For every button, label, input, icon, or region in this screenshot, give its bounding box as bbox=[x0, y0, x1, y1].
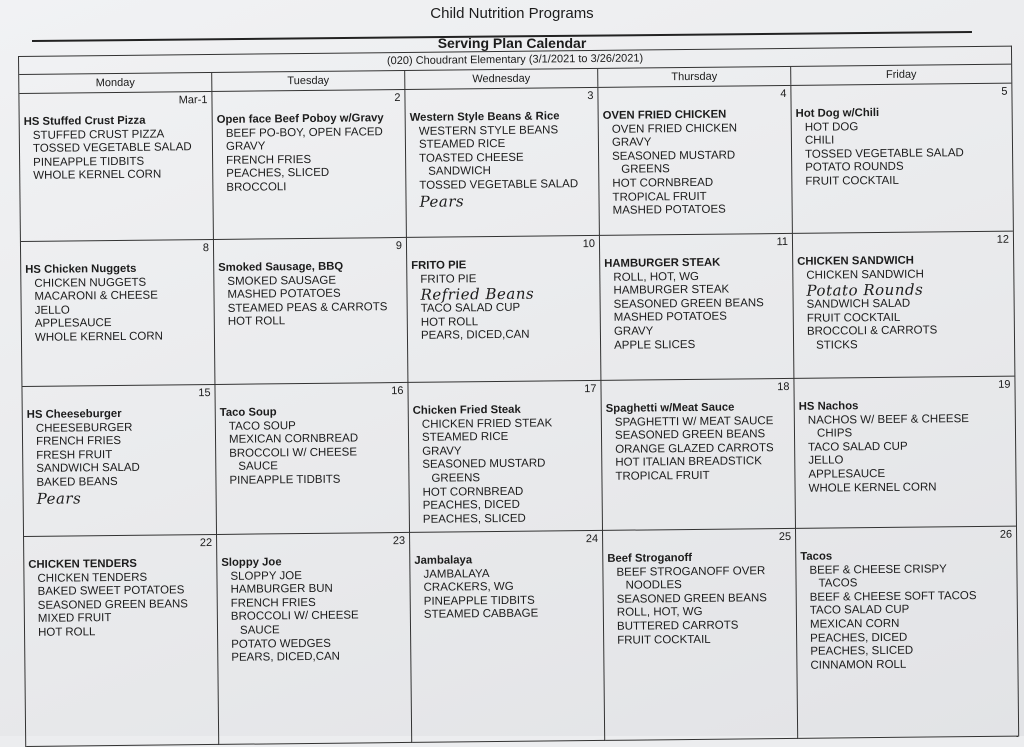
menu-item: FRENCH FRIES bbox=[226, 153, 312, 167]
menu-item: MACARONI & CHEESE bbox=[34, 289, 158, 304]
menu-item: BAKED BEANS bbox=[36, 475, 118, 489]
menu-item: BROCCOLI W/ CHEESE bbox=[230, 609, 359, 624]
menu-list bbox=[217, 112, 404, 196]
menu-item: SLOPPY JOE bbox=[230, 569, 302, 583]
menu-item: MEXICAN CORNBREAD bbox=[228, 432, 359, 446]
menu-item: MASHED POTATOES bbox=[227, 287, 341, 302]
menu-item: FRUIT COCKTAIL bbox=[805, 174, 899, 188]
menu-item: SANDWICH SALAD bbox=[806, 297, 911, 311]
menu-item: TOSSED VEGETABLE SALAD bbox=[32, 141, 192, 156]
meal-title: Chicken Fried Steak bbox=[412, 403, 521, 417]
page-title: Serving Plan Calendar bbox=[437, 35, 587, 51]
day-number: Mar-1 bbox=[178, 94, 208, 107]
meal-title: HS Stuffed Crust Pizza bbox=[23, 114, 146, 128]
menu-item: BEEF PO-BOY, OPEN FACED bbox=[225, 125, 383, 140]
menu-item: JELLO bbox=[34, 304, 70, 317]
day-number: 19 bbox=[998, 378, 1011, 391]
menu-item: TOSSED VEGETABLE SALAD bbox=[419, 178, 579, 192]
weekday-tuesday: Tuesday bbox=[212, 71, 405, 91]
menu-item: HOT ROLL bbox=[420, 315, 479, 329]
menu-item: BEEF & CHEESE CRISPY bbox=[809, 562, 947, 577]
menu-item: HOT DOG bbox=[804, 120, 859, 134]
menu-item: APPLE SLICES bbox=[613, 338, 696, 352]
weekday-friday: Friday bbox=[885, 68, 917, 81]
day-cell bbox=[19, 92, 214, 242]
menu-item: WHOLE KERNEL CORN bbox=[808, 480, 937, 495]
weekday-thursday: Thursday bbox=[598, 67, 791, 87]
menu-item: CHEESEBURGER bbox=[35, 421, 133, 435]
menu-item: TOSSED VEGETABLE SALAD bbox=[805, 146, 964, 161]
weekday-monday: Monday bbox=[19, 73, 212, 93]
menu-item: TACO SALAD CUP bbox=[420, 301, 521, 315]
day-cell bbox=[21, 240, 216, 387]
menu-item: FRUIT COCKTAIL bbox=[806, 311, 901, 325]
menu-item: ROLL, HOT, WG bbox=[616, 606, 703, 620]
menu-item: SEASONED GREEN BEANS bbox=[613, 296, 764, 311]
day-number: 26 bbox=[999, 528, 1013, 541]
day-cell bbox=[217, 533, 412, 745]
menu-item: WESTERN STYLE BEANS bbox=[418, 123, 559, 138]
day-cell bbox=[410, 531, 605, 743]
day-cell bbox=[794, 377, 1016, 529]
menu-item: BROCCOLI bbox=[226, 181, 287, 194]
day-number: 16 bbox=[391, 384, 404, 398]
meal-title: Tacos bbox=[800, 550, 833, 563]
menu-item: PINEAPPLE TIDBITS bbox=[423, 594, 535, 608]
day-cell bbox=[791, 84, 1013, 234]
menu-item: HOT CORNBREAD bbox=[422, 485, 524, 499]
calendar-grid bbox=[19, 84, 1018, 747]
day-cell bbox=[212, 90, 407, 240]
weekday-wednesday: Wednesday bbox=[405, 69, 598, 89]
menu-item: APPLESAUCE bbox=[34, 317, 112, 331]
school-date-range: (020) Choudrant Elementary (3/1/2021 to 3/26/2021) bbox=[19, 47, 1011, 75]
menu-list bbox=[24, 114, 211, 184]
menu-item: SEASONED GREEN BEANS bbox=[614, 428, 766, 442]
menu-item: CHICKEN TENDERS bbox=[37, 571, 148, 585]
menu-list bbox=[799, 399, 1014, 496]
meal-title: Sloppy Joe bbox=[221, 556, 282, 569]
day-number: 10 bbox=[582, 237, 596, 251]
menu-item: BAKED SWEET POTATOES bbox=[37, 584, 185, 599]
day-cell bbox=[408, 381, 603, 533]
handwritten-note: Pears bbox=[419, 191, 465, 211]
menu-item: STICKS bbox=[816, 339, 858, 352]
meal-title: Spaghetti w/Meat Sauce bbox=[605, 401, 735, 415]
menu-item: HAMBURGER STEAK bbox=[613, 283, 730, 297]
menu-list bbox=[413, 403, 600, 527]
menu-item: HOT CORNBREAD bbox=[612, 176, 714, 190]
day-number: 9 bbox=[395, 239, 403, 253]
menu-item: ROLL, HOT, WG bbox=[613, 270, 700, 284]
menu-item: SPAGHETTI W/ MEAT SAUCE bbox=[614, 414, 774, 429]
meal-title: CHICKEN TENDERS bbox=[28, 557, 137, 571]
menu-item: MEXICAN CORN bbox=[809, 617, 900, 631]
meal-title: Smoked Sausage, BBQ bbox=[218, 260, 344, 274]
day-cell bbox=[24, 535, 219, 747]
menu-item: ORANGE GLAZED CARROTS bbox=[615, 441, 774, 456]
menu-item: NACHOS W/ BEEF & CHEESE bbox=[807, 412, 969, 427]
menu-item: STEAMED RICE bbox=[418, 138, 506, 151]
menu-list bbox=[411, 258, 598, 344]
menu-item: POTATO ROUNDS bbox=[805, 161, 904, 175]
menu-item: SANDWICH SALAD bbox=[36, 462, 140, 476]
menu-item: WHOLE KERNEL CORN bbox=[34, 330, 164, 344]
menu-item: JAMBALAYA bbox=[423, 567, 490, 581]
menu-item: PEACHES, DICED bbox=[810, 631, 908, 645]
menu-item: SEASONED GREEN BEANS bbox=[616, 591, 767, 606]
menu-list bbox=[414, 553, 601, 623]
day-number: 18 bbox=[777, 380, 790, 394]
menu-item: PEARS, DICED,CAN bbox=[231, 650, 341, 664]
menu-item: GRAVY bbox=[225, 140, 266, 154]
menu-item: FRUIT COCKTAIL bbox=[617, 633, 711, 647]
day-cell bbox=[601, 379, 796, 531]
day-cell bbox=[796, 527, 1018, 739]
handwritten-note: Potato Rounds bbox=[806, 280, 924, 300]
menu-list bbox=[607, 551, 794, 648]
menu-item: SEASONED MUSTARD bbox=[422, 457, 546, 472]
menu-item: FRESH FRUIT bbox=[36, 448, 113, 462]
menu-item: CHICKEN SANDWICH bbox=[806, 268, 924, 282]
menu-item: TACO SOUP bbox=[228, 419, 296, 433]
day-cell bbox=[405, 88, 600, 238]
menu-item: TROPICAL FRUIT bbox=[615, 469, 710, 483]
menu-item: CHIPS bbox=[816, 427, 853, 440]
menu-item: MASHED POTATOES bbox=[612, 203, 726, 217]
menu-item: PEACHES, SLICED bbox=[422, 512, 526, 526]
meal-title: HS Cheeseburger bbox=[26, 407, 122, 421]
menu-item: BUTTERED CARROTS bbox=[616, 619, 739, 633]
handwritten-note: Pears bbox=[36, 488, 82, 508]
menu-item: FRITO PIE bbox=[420, 272, 477, 286]
menu-list bbox=[221, 555, 408, 666]
calendar-table bbox=[18, 46, 1019, 747]
day-number: 8 bbox=[202, 242, 210, 255]
meal-title: HS Nachos bbox=[798, 400, 859, 413]
menu-list bbox=[606, 401, 793, 485]
day-cell bbox=[600, 234, 795, 381]
menu-item: NOODLES bbox=[625, 579, 682, 592]
org-name: Child Nutrition Programs bbox=[430, 5, 594, 22]
meal-title: FRITO PIE bbox=[411, 259, 467, 272]
meal-title: Beef Stroganoff bbox=[607, 551, 693, 565]
menu-list bbox=[604, 256, 791, 353]
menu-item: SAUCE bbox=[239, 624, 280, 637]
menu-item: HOT ITALIAN BREADSTICK bbox=[615, 455, 762, 470]
menu-item: PEACHES, DICED bbox=[422, 498, 520, 512]
menu-item: TROPICAL FRUIT bbox=[612, 190, 707, 204]
menu-item: GRAVY bbox=[611, 136, 652, 149]
menu-item: HAMBURGER BUN bbox=[230, 582, 333, 596]
menu-item: WHOLE KERNEL CORN bbox=[33, 168, 162, 183]
menu-item: GRAVY bbox=[613, 325, 654, 338]
meal-title: Open face Beef Poboy w/Gravy bbox=[216, 112, 384, 126]
day-cell bbox=[22, 385, 217, 537]
day-number: 2 bbox=[394, 91, 401, 105]
menu-item: PEACHES, SLICED bbox=[226, 167, 330, 181]
day-number: 11 bbox=[776, 235, 789, 249]
menu-list bbox=[603, 108, 790, 219]
menu-item: TACO SALAD CUP bbox=[809, 604, 910, 618]
menu-item: CHICKEN FRIED STEAK bbox=[421, 417, 553, 431]
menu-list bbox=[28, 557, 215, 641]
menu-item: FRENCH FRIES bbox=[230, 596, 316, 610]
menu-list bbox=[800, 549, 1015, 674]
menu-item: POTATO WEDGES bbox=[231, 637, 331, 651]
handwritten-note: Refried Beans bbox=[420, 284, 535, 304]
meal-title: Western Style Beans & Rice bbox=[409, 110, 560, 124]
menu-item: BROCCOLI & CARROTS bbox=[806, 324, 938, 339]
meal-title: HAMBURGER STEAK bbox=[604, 256, 721, 270]
menu-item: CHILI bbox=[804, 134, 835, 147]
menu-list bbox=[220, 405, 407, 489]
day-number: 23 bbox=[392, 534, 406, 548]
menu-list bbox=[796, 106, 1011, 190]
menu-item: CINNAMON ROLL bbox=[810, 658, 907, 672]
menu-item: PINEAPPLE TIDBITS bbox=[229, 473, 341, 487]
meal-title: OVEN FRIED CHICKEN bbox=[602, 108, 727, 122]
meal-title: CHICKEN SANDWICH bbox=[797, 254, 914, 268]
menu-item: TACOS bbox=[818, 577, 858, 590]
menu-item: SEASONED GREEN BEANS bbox=[37, 598, 188, 612]
day-number: 5 bbox=[1001, 85, 1008, 98]
menu-item: GREENS bbox=[431, 472, 481, 485]
menu-list bbox=[410, 110, 597, 210]
menu-item: SMOKED SAUSAGE bbox=[227, 274, 337, 288]
menu-item: SANDWICH bbox=[428, 165, 491, 179]
meal-title: Hot Dog w/Chili bbox=[795, 106, 880, 120]
day-number: 25 bbox=[778, 530, 792, 544]
day-cell bbox=[214, 238, 409, 385]
menu-item: CHICKEN NUGGETS bbox=[34, 276, 147, 290]
day-cell bbox=[215, 383, 410, 535]
meal-title: HS Chicken Nuggets bbox=[25, 262, 137, 276]
menu-item: HOT ROLL bbox=[37, 626, 96, 639]
menu-list bbox=[25, 262, 212, 346]
menu-list bbox=[797, 254, 1012, 354]
menu-item: SAUCE bbox=[238, 460, 279, 474]
menu-item: PEACHES, SLICED bbox=[810, 644, 914, 658]
menu-item: FRENCH FRIES bbox=[35, 435, 122, 449]
meal-title: Jambalaya bbox=[414, 554, 473, 567]
menu-item: BEEF STROGANOFF OVER bbox=[616, 564, 766, 579]
day-number: 17 bbox=[584, 382, 597, 396]
day-cell bbox=[407, 236, 602, 383]
menu-item: BROCCOLI W/ CHEESE bbox=[229, 446, 358, 460]
menu-item: CRACKERS, WG bbox=[423, 581, 514, 594]
menu-item: TACO SALAD CUP bbox=[808, 440, 908, 454]
menu-item: HOT ROLL bbox=[227, 315, 286, 329]
menu-item: GREENS bbox=[621, 163, 670, 177]
menu-item: STEAMED RICE bbox=[421, 431, 509, 444]
menu-item: MIXED FRUIT bbox=[37, 612, 112, 626]
menu-item: GRAVY bbox=[422, 445, 462, 458]
day-number: 12 bbox=[996, 233, 1010, 246]
meal-title: Taco Soup bbox=[219, 406, 277, 419]
day-number: 24 bbox=[585, 532, 599, 546]
day-number: 15 bbox=[198, 387, 211, 400]
menu-list bbox=[218, 260, 405, 330]
menu-item: STEAMED PEAS & CARROTS bbox=[227, 300, 388, 315]
day-cell bbox=[598, 86, 793, 236]
day-number: 22 bbox=[199, 536, 213, 550]
menu-item: STEAMED CABBAGE bbox=[423, 607, 539, 622]
menu-item: TOASTED CHEESE bbox=[419, 151, 524, 165]
menu-item: MASHED POTATOES bbox=[613, 310, 727, 325]
day-cell bbox=[603, 529, 798, 741]
day-number: 4 bbox=[780, 87, 787, 101]
menu-item: STUFFED CRUST PIZZA bbox=[32, 128, 165, 142]
menu-item: APPLESAUCE bbox=[808, 467, 886, 481]
menu-item: JELLO bbox=[808, 454, 844, 468]
menu-item: PINEAPPLE TIDBITS bbox=[33, 155, 145, 169]
menu-list bbox=[27, 407, 214, 507]
menu-item: BEEF & CHEESE SOFT TACOS bbox=[809, 589, 977, 604]
day-number: 3 bbox=[587, 89, 594, 103]
day-cell bbox=[793, 232, 1015, 379]
menu-item: OVEN FRIED CHICKEN bbox=[611, 122, 738, 136]
menu-item: PEARS, DICED,CAN bbox=[420, 329, 530, 343]
menu-item: SEASONED MUSTARD bbox=[612, 149, 736, 163]
